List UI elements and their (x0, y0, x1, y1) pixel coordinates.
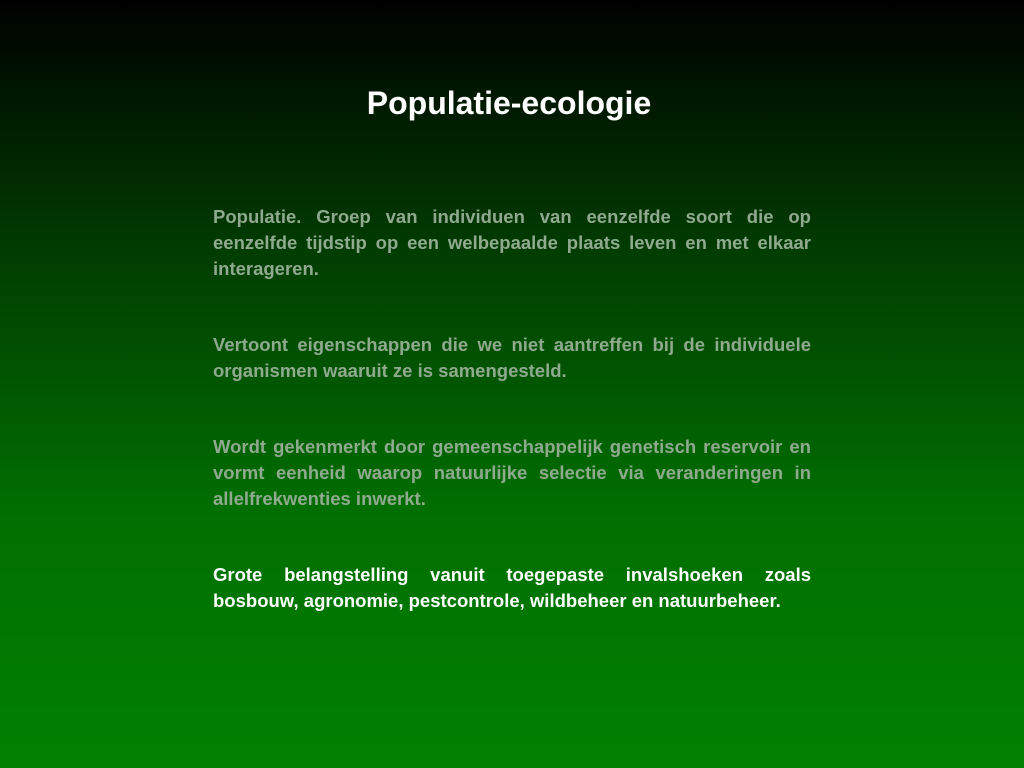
slide-title: Populatie-ecologie (366, 85, 652, 121)
paragraph-population-definition: Populatie. Groep van individuen van eenzelfde soort die op eenzelfde tijdstip op een welbepaalde plaats leven en met elkaar interageren. (213, 206, 811, 279)
paragraph-genetic-reservoir: Wordt gekenmerkt door gemeenschappelijk genetisch reservoir en vormt eenheid waarop natuurlijke selectie via veranderingen in allelfrekwenties inwerkt. (213, 436, 811, 509)
paragraph-applied-interest: Grote belangstelling vanuit toegepaste invalshoeken zoals bosbouw, agronomie, pestcontrole, wildbeheer en natuurbeheer. (213, 564, 811, 611)
paragraph-emergent-properties: Vertoont eigenschappen die we niet aantreffen bij de individuele organismen waaruit ze is samengesteld. (213, 334, 811, 381)
